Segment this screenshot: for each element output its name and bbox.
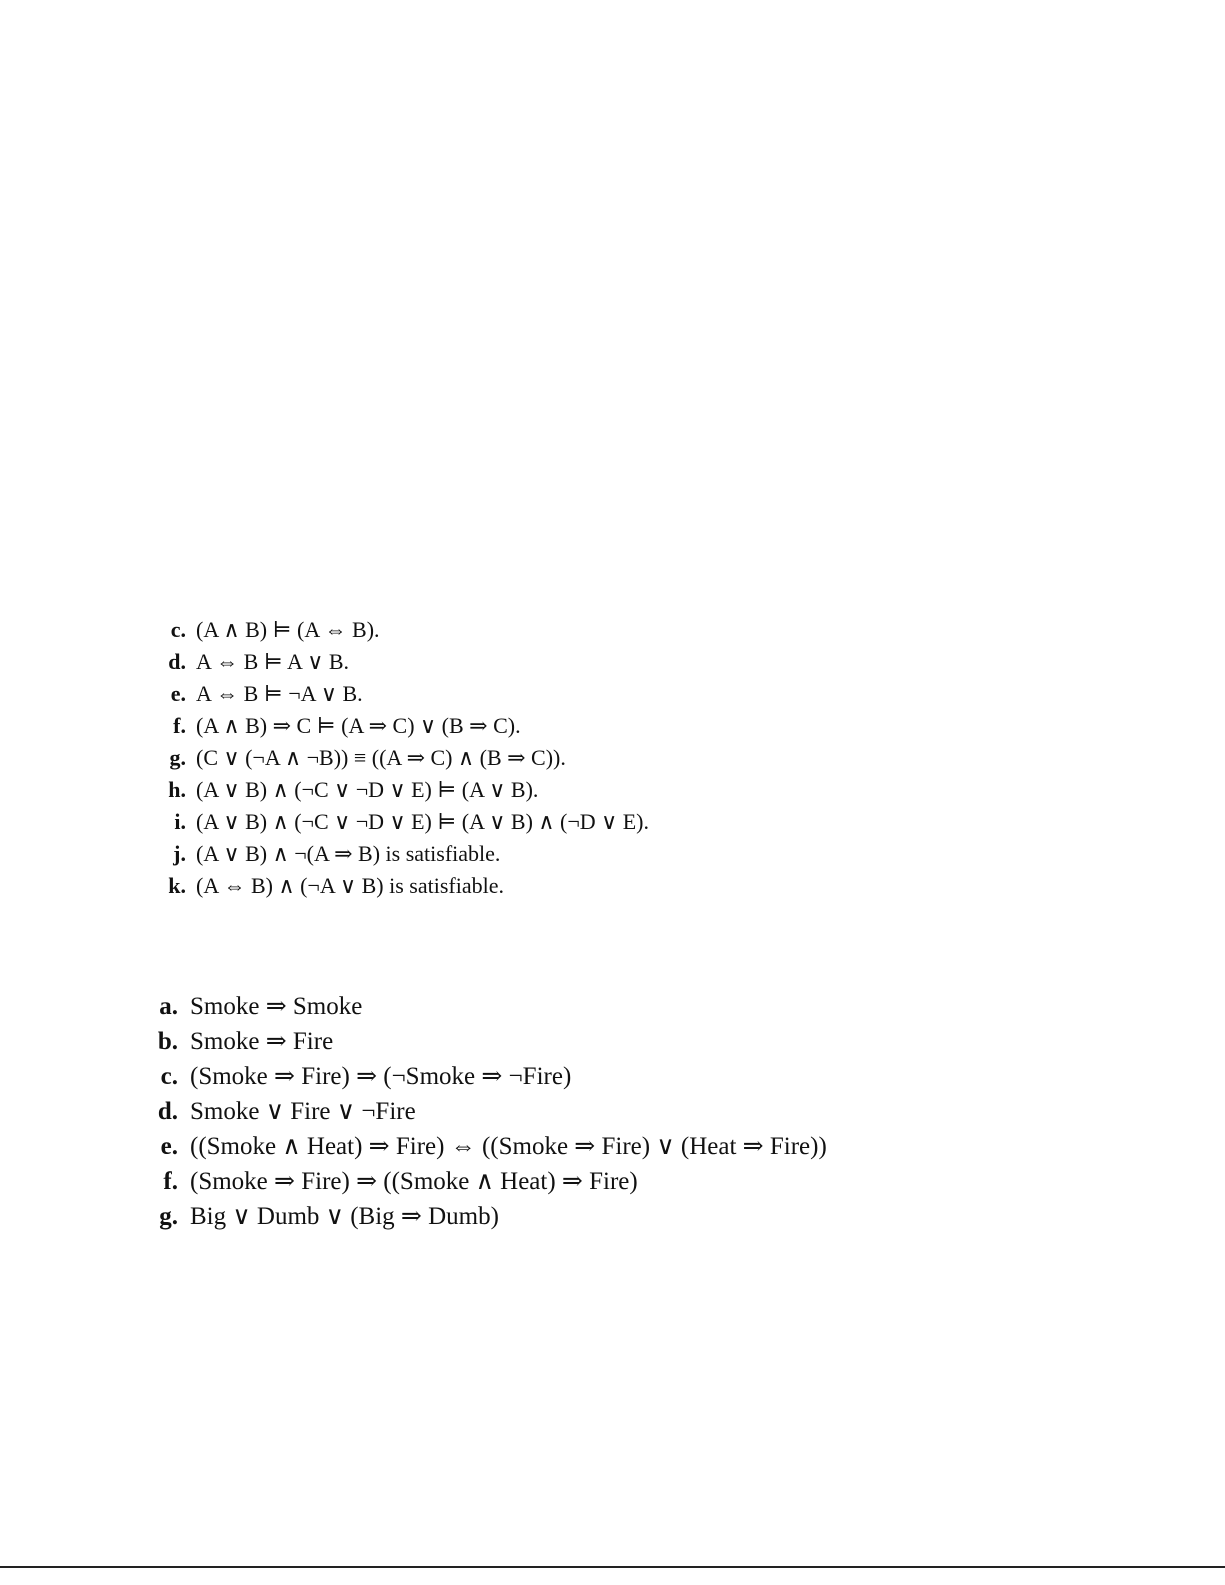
list-item (150, 1024, 970, 1059)
item-expression: (A ∨ B) ∧ ¬(A ⇒ B) is satisfiable. (196, 841, 501, 866)
item-label: i. (174, 809, 186, 834)
item-expression: (A ∨ B) ∧ (¬C ∨ ¬D ∨ E) ⊨ (A ∨ B). (196, 777, 539, 802)
item-label: e. (160, 1133, 178, 1160)
item-label: g. (159, 1203, 178, 1230)
list-item (150, 1164, 970, 1199)
item-label: e. (170, 681, 186, 706)
item-expression: Smoke ⇒ Smoke (190, 993, 363, 1020)
list-item (160, 806, 720, 838)
item-expression: ((Smoke ∧ Heat) ⇒ Fire) ⇔ ((Smoke ⇒ Fire) ∨ (Heat ⇒ Fire)) (190, 1133, 827, 1160)
item-expression: Smoke ⇒ Fire (190, 1028, 334, 1055)
list-item (160, 614, 720, 646)
entailment-exercise-list (160, 614, 720, 902)
item-label: g. (169, 745, 186, 770)
item-expression: (C ∨ (¬A ∧ ¬B)) ≡ ((A ⇒ C) ∧ (B ⇒ C)). (196, 745, 566, 770)
item-label: d. (168, 649, 186, 674)
list-item (160, 742, 720, 774)
item-expression: (A ∧ B) ⇒ C ⊨ (A ⇒ C) ∨ (B ⇒ C). (196, 713, 521, 738)
page-bottom-border (0, 1566, 1225, 1568)
item-label: k. (168, 873, 186, 898)
item-label: c. (170, 617, 186, 642)
item-label: d. (157, 1098, 178, 1125)
item-label: h. (168, 777, 186, 802)
item-expression: (A ∨ B) ∧ (¬C ∨ ¬D ∨ E) ⊨ (A ∨ B) ∧ (¬D ∨ E). (196, 809, 649, 834)
list-item (160, 710, 720, 742)
list-item (160, 774, 720, 806)
item-label: f. (163, 1168, 178, 1195)
list-item (160, 646, 720, 678)
list-item (160, 838, 720, 870)
item-label: c. (160, 1063, 178, 1090)
validity-exercise-list (150, 989, 970, 1234)
item-expression: (Smoke ⇒ Fire) ⇒ ((Smoke ∧ Heat) ⇒ Fire) (190, 1168, 638, 1195)
list-item (150, 989, 970, 1024)
item-expression: Big ∨ Dumb ∨ (Big ⇒ Dumb) (190, 1203, 499, 1230)
item-label: j. (173, 841, 186, 866)
item-label: b. (157, 1028, 178, 1055)
list-item (150, 1129, 970, 1164)
item-expression: (Smoke ⇒ Fire) ⇒ (¬Smoke ⇒ ¬Fire) (190, 1063, 572, 1090)
item-label: f. (173, 713, 186, 738)
list-item (160, 870, 720, 902)
list-item (160, 678, 720, 710)
item-expression: (A ⇔ B) ∧ (¬A ∨ B) is satisfiable. (196, 873, 504, 898)
item-expression: (A ∧ B) ⊨ (A ⇔ B). (196, 617, 380, 642)
list-item (150, 1059, 970, 1094)
list-item (150, 1199, 970, 1234)
item-expression: Smoke ∨ Fire ∨ ¬Fire (190, 1098, 416, 1125)
list-item (150, 1094, 970, 1129)
item-expression: A ⇔ B ⊨ A ∨ B. (196, 649, 350, 674)
item-label: a. (159, 993, 178, 1020)
item-expression: A ⇔ B ⊨ ¬A ∨ B. (196, 681, 363, 706)
